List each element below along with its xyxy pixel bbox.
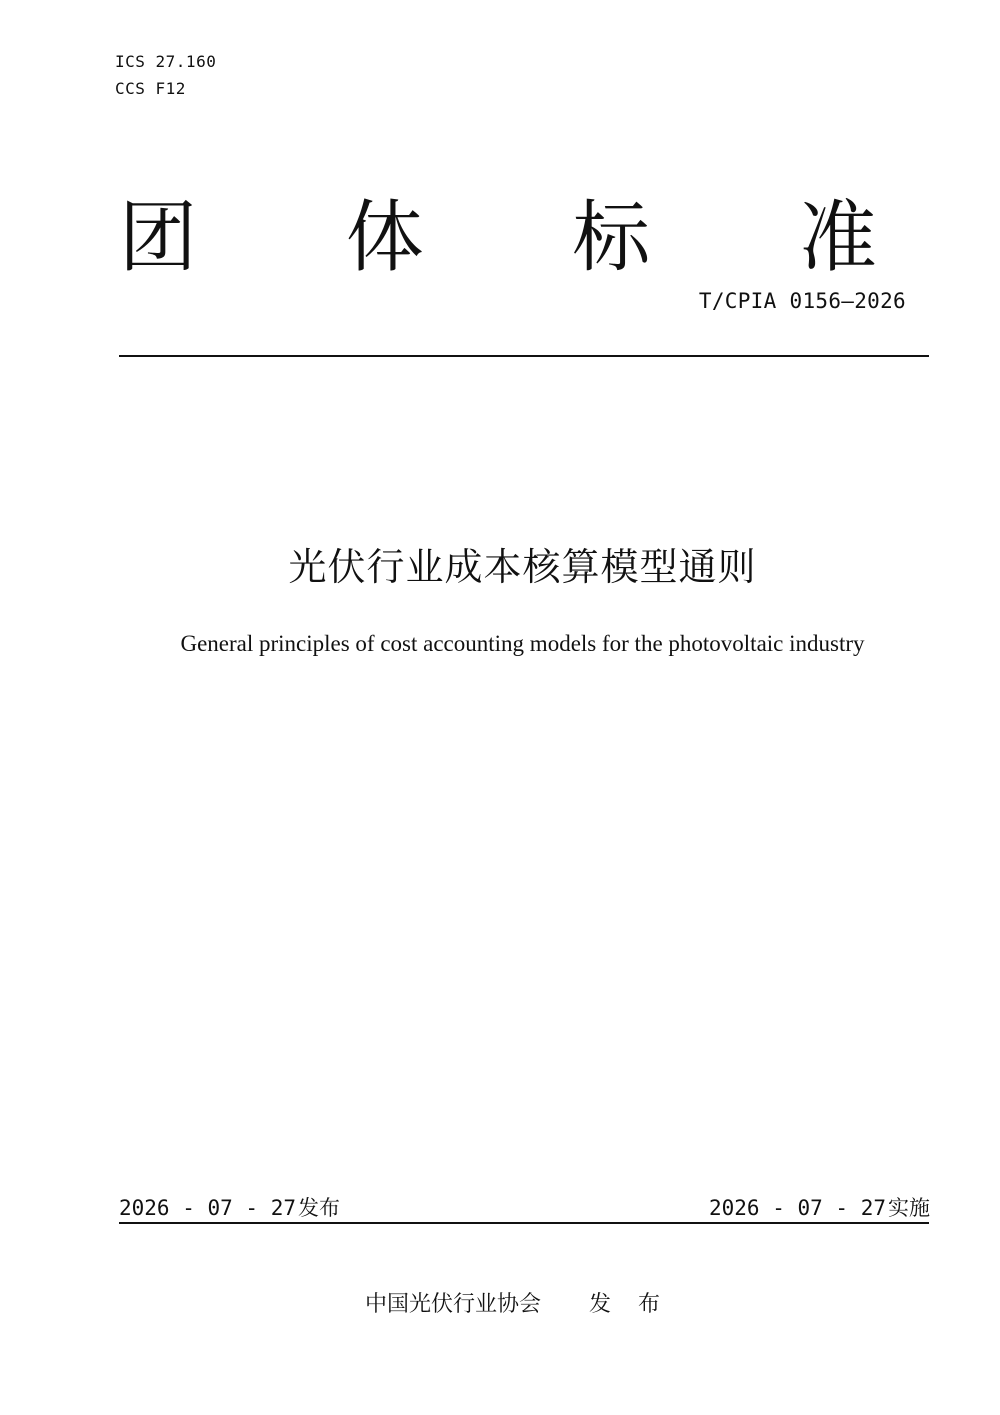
title-english: General principles of cost accounting models for the photovoltaic industry	[180, 631, 865, 656]
standard-type-char: 准	[798, 194, 877, 281]
classification-codes	[115, 48, 216, 102]
publish-label: 发布	[298, 1196, 341, 1220]
publisher-action: 发 布	[589, 1292, 671, 1317]
implement-date-line	[709, 1192, 930, 1222]
standard-type-char: 标	[572, 194, 651, 281]
top-divider	[119, 355, 929, 357]
title-chinese: 光伏行业成本核算模型通则	[288, 545, 757, 589]
ics-code: ICS 27.160	[115, 52, 217, 71]
publish-date: 2026 - 07 - 27	[119, 1196, 297, 1220]
standard-type-heading	[118, 188, 878, 288]
implement-label: 实施	[888, 1196, 930, 1220]
ccs-code: CCS F12	[115, 79, 186, 98]
bottom-divider	[119, 1222, 929, 1224]
publisher-name: 中国光伏行业协会	[365, 1292, 542, 1317]
publisher-line	[365, 1292, 670, 1318]
standard-type-char: 体	[345, 194, 424, 281]
standard-number: T/CPIA 0156—2026	[698, 289, 906, 313]
implement-date: 2026 - 07 - 27	[708, 1196, 886, 1220]
standard-type-char: 团	[118, 194, 197, 281]
publish-date-line	[119, 1192, 340, 1222]
